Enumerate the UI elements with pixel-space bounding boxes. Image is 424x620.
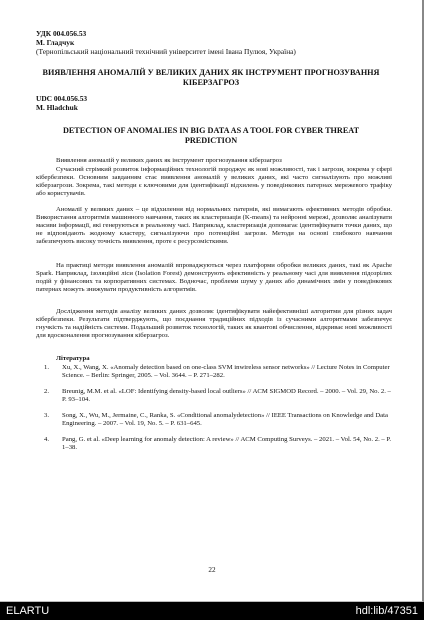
- paragraph-lead: Виявлення аномалій у великих даних як інструмент прогнозування кіберзагроз: [56, 157, 282, 164]
- title-en: DETECTION OF ANOMALIES IN BIG DATA AS A TOOL FOR CYBER THREAT PREDICTION: [62, 126, 360, 145]
- affiliation-ua: (Тернопільський національний технічний університет імені Івана Пулюя, Україна): [36, 47, 296, 56]
- paragraph-1: Сучасний стрімкий розвиток інформаційних технологій породжує як нові можливості, так і загрози, зокрема у сфері кібербезпеки. Основним завданням стає виявлення аномалій у великих даних, які часто сигналізують про можливі кіберзагрози. Зокрема, такі методи є ключовими для ідентифікації відхилень у поведінкових патернах мережевого трафіку або користувачів.: [36, 166, 392, 197]
- repository-footer: [0, 602, 424, 620]
- reference-item: [44, 436, 392, 452]
- author-en: M. Hladchuk: [36, 103, 78, 112]
- reference-item: [44, 412, 392, 428]
- reference-text: Breunig, M.M. et al. «LOF: Identifying density-based local outliers» // ACM SIGMOD Record. – 2000. – Vol. 29, No. 2. – P. 93–104.: [62, 388, 391, 403]
- reference-number: 4.: [44, 436, 50, 443]
- reference-item: [44, 388, 392, 404]
- udc-en: UDC 004.056.53: [36, 94, 88, 103]
- reference-text: Song, X., Wu, M., Jermaine, C., Ranka, S. «Conditional anomalydetection» // IEEE Transactions on Knowledge and Data Engineering. – 2007. – Vol. 19, No. 5. – P. 631–645.: [62, 412, 388, 427]
- repository-name: ELARTU: [6, 605, 50, 617]
- udc-ua: УДК 004.056.53: [36, 29, 87, 38]
- paragraph-4: Дослідження методів аналізу великих даних дозволяє ідентифікувати найефективніші алгоритми для різних задач кібербезпеки. Результати підтверджують, що поєднання традиційних підходів із сучасними алгоритмами забезпечує гнучкість та надійність системи. Подальший розвиток технологій, таких як квантові обчислення, відкриває нові можливості для вдосконалення прогнозування кіберзагроз.: [36, 308, 392, 339]
- reference-number: 2.: [44, 388, 50, 395]
- page-number: 22: [208, 566, 216, 574]
- reference-text: Xu, X., Wang, X. «Anomaly detection based on one-class SVM inwireless sensor networks» // Lecture Notes in Computer Science. – Berlin: Springer, 2005. – Vol. 3644. – P. 271–282.: [62, 364, 390, 379]
- title-ua: ВИЯВЛЕННЯ АНОМАЛІЙ У ВЕЛИКИХ ДАНИХ ЯК ІНСТРУМЕНТ ПРОГНОЗУВАННЯ КІБЕРЗАГРОЗ: [42, 68, 380, 87]
- author-ua: М. Гладчук: [36, 38, 75, 47]
- references-title: Література: [56, 355, 90, 362]
- reference-number: 1.: [44, 364, 50, 371]
- paragraph-2: Аномалії у великих даних – це відхилення від нормальних патернів, які вимагають ефективних методів обробки. Використання алгоритмів машинного навчання, таких як кластеризація (K-means) та нейронні мережі, дозволяє аналізувати масиви інформації, які генеруються в реальному часі. Наприклад, кластеризація допомагає ідентифікувати точки даних, що не відповідають жодному кластеру, сигналізуючи про потенційні загрози. Методи на основі глибокого навчання забезпечують високу точність виявлення, проте є ресурсомісткими.: [36, 206, 392, 245]
- reference-item: [44, 364, 392, 380]
- paragraph-3: На практиці методи виявлення аномалій впроваджуються через платформи обробки великих даних, такі як Apache Spark. Наприклад, ізоляційні ліси (Isolation Forest) демонструють ефективність у реальному часі для виявлення підозрілих подій у фінансових та корпоративних системах. Водночас, проблеми шуму у даних або динамічних змін у поведінкових патернах можуть знижувати продуктивність алгоритмів.: [36, 262, 392, 293]
- handle-id: hdl:lib/47351: [355, 605, 418, 617]
- reference-number: 3.: [44, 412, 50, 419]
- reference-text: Pang, G. et al. «Deep learning for anomaly detection: A review» // ACM Computing Surveys. – 2021. – Vol. 54, No. 2. – P. 1–38.: [62, 436, 392, 451]
